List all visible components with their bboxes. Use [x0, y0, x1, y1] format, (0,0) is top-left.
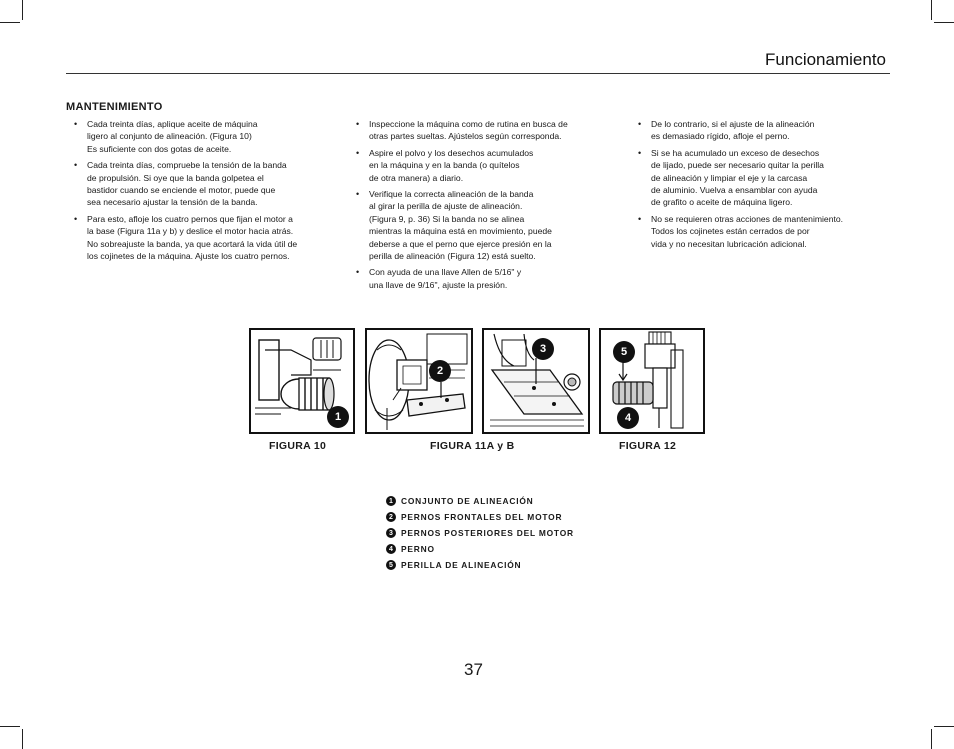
crop-mark [931, 0, 932, 20]
bullet-item: • Cada treinta días, aplique aceite de máquina ligero al conjunto de alineación. (Figura 10) Es suficiente con dos gotas de aceite. [70, 118, 340, 155]
figure-caption-10: FIGURA 10 [269, 440, 327, 452]
crop-mark [931, 729, 932, 749]
callout-5: 5 [613, 341, 635, 363]
bullet-item: • Si se ha acumulado un exceso de desechos de lijado, puede ser necesario quitar la perilla de alineación y limpiar el eje y la carcasa de aluminio. Vuelva a ensamblar con ayuda de grafito o aceite de máquina ligero. [634, 147, 896, 209]
figure-caption-12: FIGURA 12 [619, 440, 677, 452]
legend-number: 4 [386, 544, 396, 554]
bullet-item: • Cada treinta días, compruebe la tensión de la banda de propulsión. Si oye que la banda golpetea el bastidor cuando se enciende el motor, puede que sea necesario ajustar la tensión de la banda. [70, 159, 340, 209]
callout-2: 2 [429, 360, 451, 382]
legend-item [386, 525, 574, 541]
section-heading: MANTENIMIENTO [66, 101, 163, 113]
legend-item [386, 493, 574, 509]
bullet-item: • Para esto, afloje los cuatro pernos que fijan el motor a la base (Figura 11a y b) y deslice el motor hacia atrás. No sobreajuste la banda, ya que acortará la vida útil de los cojinetes de la máquina. Ajuste los cuatro pernos. [70, 213, 340, 263]
legend-label: PERILLA DE ALINEACIÓN [401, 560, 522, 570]
callout-1: 1 [327, 406, 349, 428]
legend-label: PERNO [401, 544, 435, 554]
callout-3: 3 [532, 338, 554, 360]
figure-11a-illustration [365, 328, 473, 434]
text-column-2 [352, 118, 614, 295]
callout-4: 4 [617, 407, 639, 429]
bullet-item: • No se requieren otras acciones de mantenimiento. Todos los cojinetes están cerrados de por vida y no necesitan lubricación adicional. [634, 213, 896, 250]
bullet-item: • De lo contrario, si el ajuste de la alineación es demasiado rígido, afloje el perno. [634, 118, 896, 143]
figure-caption-11: FIGURA 11A y B [430, 440, 515, 452]
crop-mark [0, 726, 20, 727]
legend-label: PERNOS POSTERIORES DEL MOTOR [401, 528, 574, 538]
legend-label: CONJUNTO DE ALINEACIÓN [401, 496, 534, 506]
legend-number: 3 [386, 528, 396, 538]
legend-item [386, 557, 574, 573]
crop-mark [934, 22, 954, 23]
bullet-item: • Inspeccione la máquina como de rutina en busca de otras partes sueltas. Ajústelos según corresponda. [352, 118, 614, 143]
bullet-item: • Con ayuda de una llave Allen de 5/16" y una llave de 9/16", ajuste la presión. [352, 266, 614, 291]
legend-item [386, 509, 574, 525]
legend-item [386, 541, 574, 557]
crop-mark [22, 729, 23, 749]
page-title: Funcionamiento [765, 50, 886, 69]
page-number: 37 [464, 660, 483, 679]
legend-number: 1 [386, 496, 396, 506]
bullet-item: • Aspire el polvo y los desechos acumulados en la máquina y en la banda (o quítelos de otra manera) a diario. [352, 147, 614, 184]
legend-label: PERNOS FRONTALES DEL MOTOR [401, 512, 563, 522]
legend-number: 2 [386, 512, 396, 522]
legend-number: 5 [386, 560, 396, 570]
text-column-3 [634, 118, 896, 254]
legend [386, 493, 574, 573]
bullet-item: • Verifique la correcta alineación de la banda al girar la perilla de ajuste de alineación. (Figura 9, p. 36) Si la banda no se alinea mientras la máquina está en movimiento, puede deberse a que el perno que ejerce presión en la perilla de alineación (Figura 12) está suelto. [352, 188, 614, 262]
text-column-1 [70, 118, 340, 266]
crop-mark [934, 726, 954, 727]
header-rule [66, 73, 890, 74]
crop-mark [0, 22, 20, 23]
motor-front-bolts-drawing [367, 330, 471, 432]
crop-mark [22, 0, 23, 20]
